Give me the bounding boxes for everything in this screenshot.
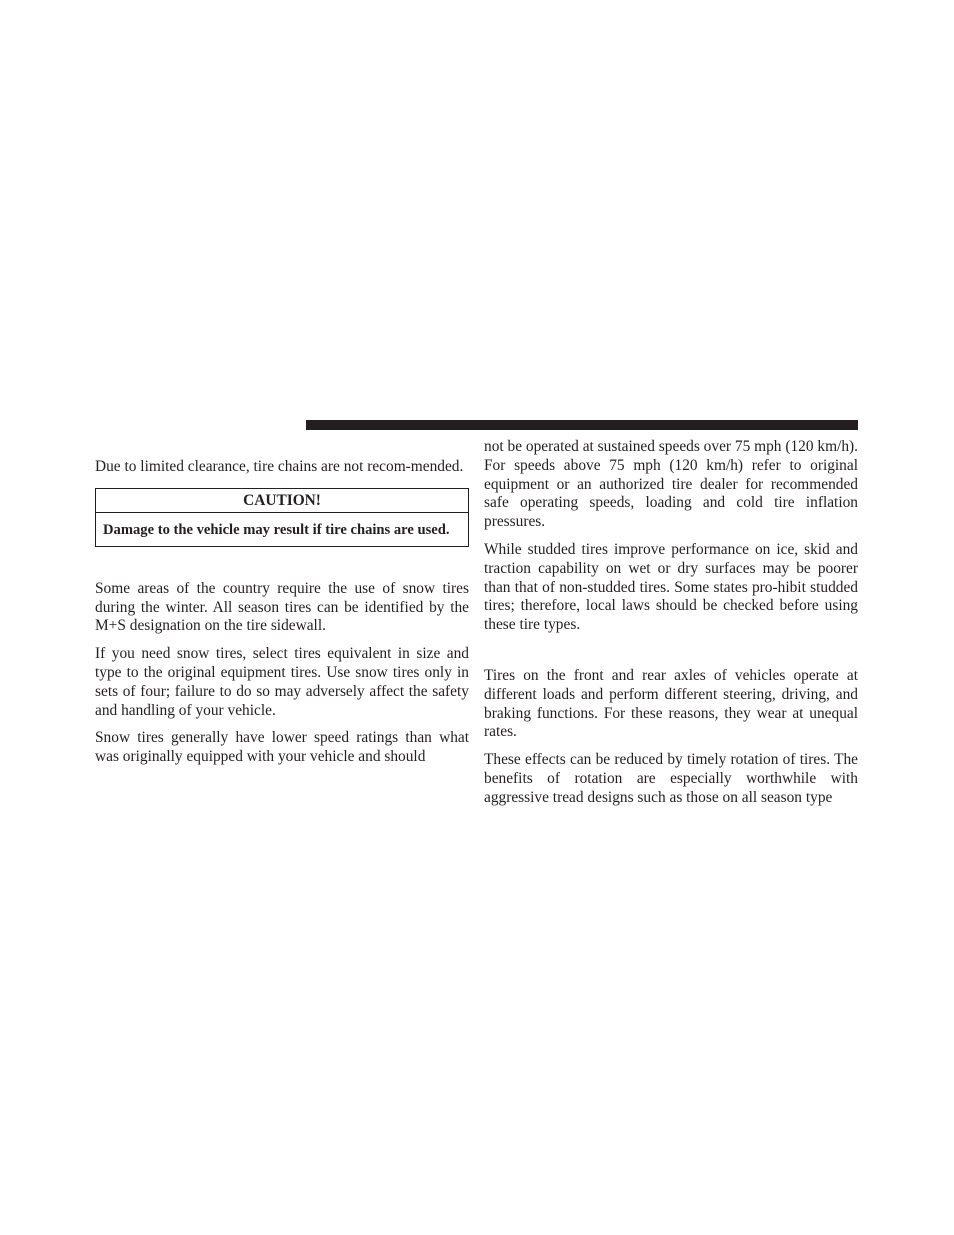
right-column xyxy=(484,438,858,808)
snow-tires-section-spacer xyxy=(95,547,469,580)
snow-tires-paragraph-2: If you need snow tires, select tires equivalent in size and type to the original equipment tires. Use snow tires only in sets of four; failure to do so may adversely affect the safety and handling of your vehicle. xyxy=(95,645,469,719)
studded-tires-paragraph: While studded tires improve performance on ice, skid and traction capability on wet or dry surfaces may be poorer than that of non-studded tires. Some states pro-hibit studded tires; therefore, local laws should be checked before using these tire types. xyxy=(484,540,858,634)
tire-chains-paragraph: Due to limited clearance, tire chains are not recom-mended. xyxy=(95,458,464,475)
snow-tires-paragraph-1: Some areas of the country require the use of snow tires during the winter. All season tires can be identified by the M+S designation on the tire sidewall. xyxy=(95,579,469,635)
left-column-spacer xyxy=(95,438,469,458)
tire-rotation-section-spacer xyxy=(484,635,858,667)
caution-body: Damage to the vehicle may result if tire chains are used. xyxy=(103,521,450,538)
snow-tires-paragraph-3-continued: not be operated at sustained speeds over 75 mph (120 km/h). For speeds above 75 mph (120 km/h) refer to original equipment or an authorized tire dealer for recommended safe operating speeds, loading and cold tire inflation pressures. xyxy=(484,438,858,531)
caution-title: CAUTION! xyxy=(96,489,468,513)
snow-tires-paragraph-3: Snow tires generally have lower speed ratings than what was originally equipped with your vehicle and should xyxy=(95,729,469,766)
caution-box xyxy=(95,488,469,547)
tire-rotation-paragraph-2: These effects can be reduced by timely rotation of tires. The benefits of rotation are especially worthwhile with aggressive tread designs such as those on all season type xyxy=(484,751,858,806)
header-rule-bar xyxy=(306,420,858,430)
left-column xyxy=(95,438,469,767)
tire-rotation-paragraph-1: Tires on the front and rear axles of vehicles operate at different loads and perform different steering, driving, and braking functions. For these reasons, they wear at unequal rates. xyxy=(484,666,858,741)
